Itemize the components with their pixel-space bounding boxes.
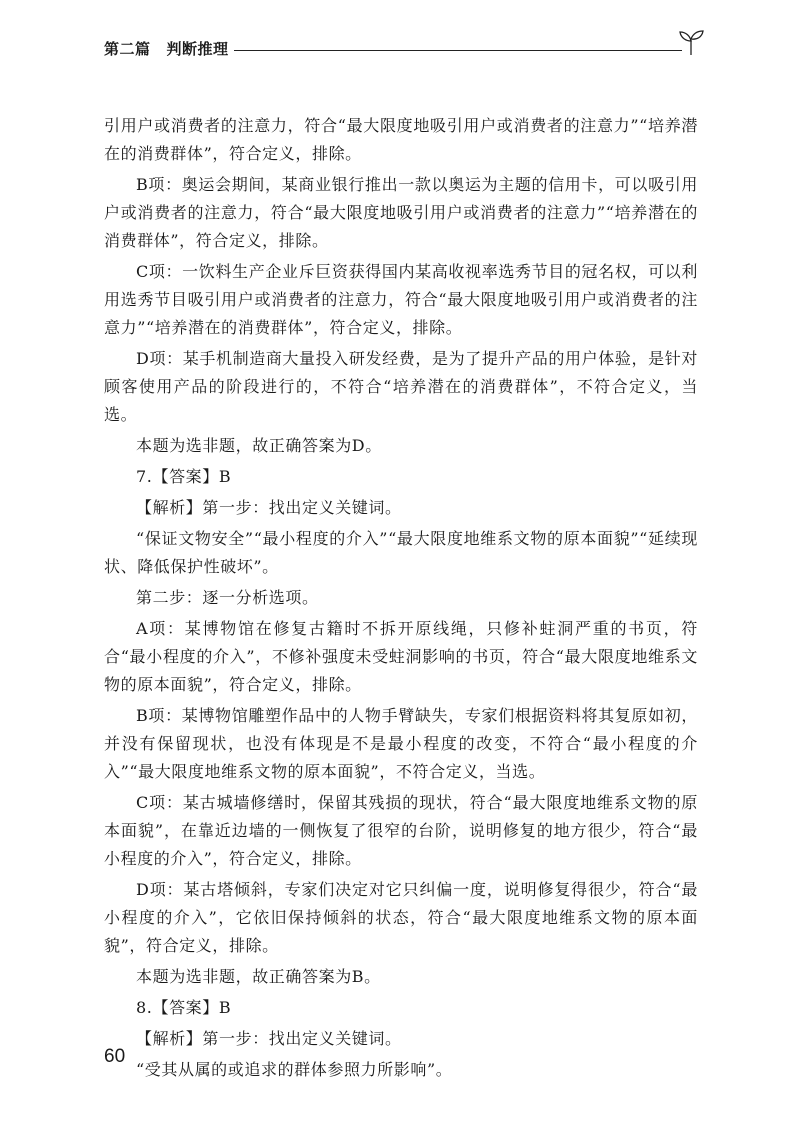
paragraph: 引用户或消费者的注意力，符合“最大限度地吸引用户或消费者的注意力”“培养潜在的消费群体”，符合定义，排除。	[104, 116, 698, 163]
header-text	[104, 38, 229, 59]
page-body	[104, 112, 698, 1087]
analysis-heading: 【解析】第一步：找出定义关键词。	[136, 498, 402, 517]
paragraph: C项：一饮料生产企业斥巨资获得国内某高收视率选秀节目的冠名权，可以利用选秀节目吸引用户或消费者的注意力，符合“最大限度地吸引用户或消费者的注意力”“培养潜在的消费群体”，符合定义，排除。	[104, 262, 698, 337]
paragraph: 本题为选非题，故正确答案为D。	[136, 436, 382, 455]
paragraph: A项：某博物馆在修复古籍时不拆开原线绳，只修补蛀洞严重的书页，符合“最小程度的介入”，不修补强度未受蛀洞影响的书页，符合“最大限度地维系文物的原本面貌”，符合定义，排除。	[104, 619, 698, 694]
paragraph: “保证文物安全”“最小程度的介入”“最大限度地维系文物的原本面貌”“延续现状、降低保护性破坏”。	[104, 529, 698, 576]
header-title: 判断推理	[166, 40, 229, 58]
paragraph: D项：某手机制造商大量投入研发经费，是为了提升产品的用户体验，是针对顾客使用产品的阶段进行的，不符合“培养潜在的消费群体”，不符合定义，当选。	[104, 349, 698, 424]
paragraph: B项：奥运会期间，某商业银行推出一款以奥运为主题的信用卡，可以吸引用户或消费者的注意力，符合“最大限度地吸引用户或消费者的注意力”“培养潜在的消费群体”，符合定义，排除。	[104, 175, 698, 250]
page-number: 60	[104, 1046, 126, 1067]
answer-heading: 8.【答案】B	[136, 998, 232, 1017]
paragraph: C项：某古城墙修缮时，保留其残损的现状，符合“最大限度地维系文物的原本面貌”，在靠近边墙的一侧恢复了很窄的台阶，说明修复的地方很少，符合“最小程度的介入”，符合定义，排除。	[104, 793, 698, 868]
header-section: 第二篇	[104, 40, 151, 58]
paragraph: “受其从属的或追求的群体参照力所影响”。	[136, 1060, 453, 1079]
sprout-icon	[676, 28, 706, 56]
paragraph: D项：某古塔倾斜，专家们决定对它只纠偏一度，说明修复得很少，符合“最小程度的介入”，它依旧保持倾斜的状态，符合“最大限度地维系文物的原本面貌”，符合定义，排除。	[104, 880, 698, 955]
header-rule	[234, 50, 682, 51]
paragraph: 本题为选非题，故正确答案为B。	[136, 967, 381, 986]
answer-heading: 7.【答案】B	[136, 467, 232, 486]
paragraph: B项：某博物馆雕塑作品中的人物手臂缺失，专家们根据资料将其复原如初，并没有保留现状，也没有体现是不是最小程度的改变，不符合“最小程度的介入”“最大限度地维系文物的原本面貌”，不符合定义，当选。	[104, 706, 698, 781]
running-header	[104, 38, 700, 62]
paragraph: 第二步：逐一分析选项。	[136, 588, 319, 607]
analysis-heading: 【解析】第一步：找出定义关键词。	[136, 1029, 402, 1048]
